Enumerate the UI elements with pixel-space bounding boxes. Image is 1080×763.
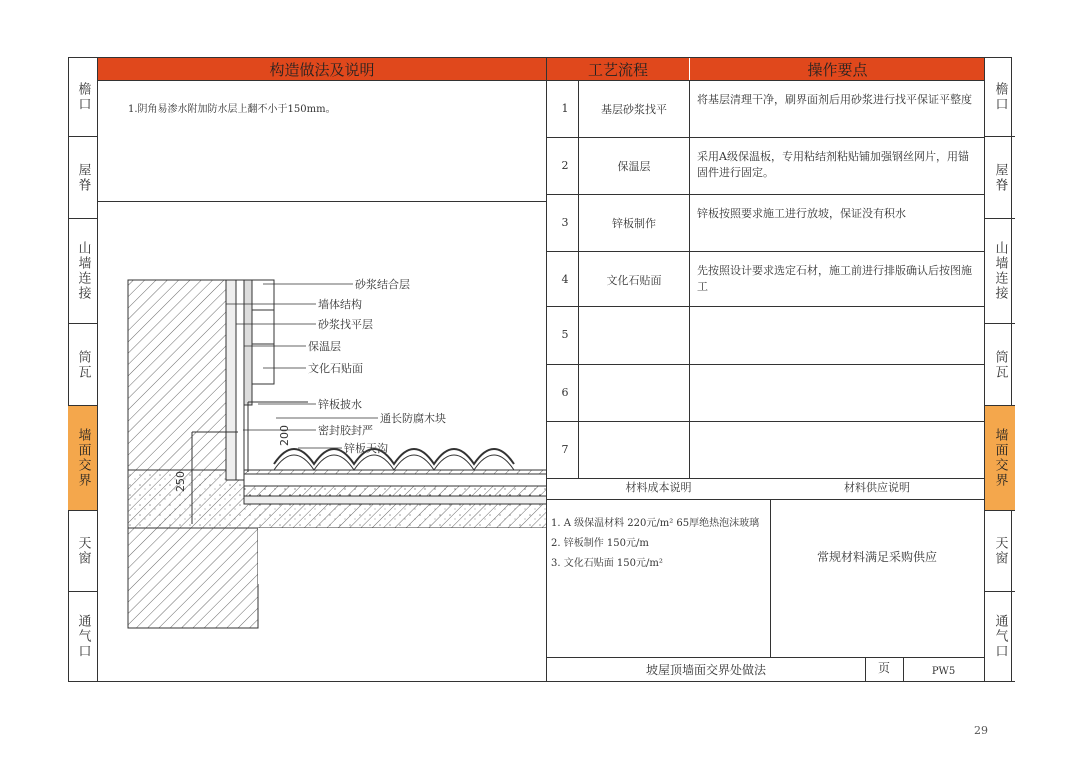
supply-text: 常规材料满足采购供应 — [816, 550, 937, 564]
sidebar-item-label: 屋脊 — [992, 162, 1008, 193]
step-point: 将基层清理干净，刷界面剂后用砂浆进行找平保证平整度 — [697, 93, 972, 106]
sidebar-left-item[interactable] — [68, 406, 98, 511]
cost-item: 2. 锌板制作 150元/m — [551, 538, 649, 549]
roof-wall-detail-drawing — [98, 202, 546, 657]
footer-page-code: PW5 — [931, 666, 956, 677]
label-mortar-bond: 砂浆结合层 — [355, 278, 410, 291]
cost-item: 3. 文化石贴面 150元/m² — [551, 558, 663, 569]
step-number: 7 — [561, 443, 569, 456]
sidebar-right-item[interactable] — [985, 511, 1015, 592]
divider — [546, 657, 985, 658]
label-wall-structure: 墙体结构 — [318, 298, 362, 311]
step-point: 采用A级保温板，专用粘结剂粘贴铺加强钢丝网片，用锚固件进行固定。 — [697, 150, 969, 179]
page-number: 29 — [974, 724, 988, 737]
sidebar-item-label: 天窗 — [992, 536, 1008, 566]
cost-title: 材料成本说明 — [625, 481, 692, 494]
construction-note: 1.阴角易渗水附加防水层上翻不小于150mm。 — [128, 104, 336, 115]
label-zinc-flashing: 锌板披水 — [318, 398, 362, 411]
divider — [546, 57, 547, 682]
sidebar-left-item[interactable] — [68, 219, 98, 324]
step-number: 1 — [561, 102, 569, 115]
sidebar-item-label: 檐口 — [992, 82, 1008, 112]
divider — [689, 80, 690, 478]
cost-item: 1. A 级保温材料 220元/m² 65厚绝热泡沫玻璃 — [551, 518, 760, 529]
dim-250: 250 — [174, 471, 187, 492]
sidebar-item-label: 通气口 — [992, 614, 1008, 659]
sidebar-item-label: 墙面交界 — [992, 428, 1008, 488]
sidebar-item-label: 山墙连接 — [75, 241, 91, 301]
sidebar-item-label: 筒瓦 — [75, 349, 91, 380]
sidebar-right-item[interactable] — [985, 58, 1015, 137]
header-construction: 构造做法及说明 — [98, 58, 546, 80]
label-insulation: 保温层 — [308, 340, 341, 353]
dim-200: 200 — [278, 425, 291, 446]
sidebar-right-item[interactable] — [985, 324, 1015, 406]
step-name: 基层砂浆找平 — [601, 103, 667, 116]
label-gutter: 锌板天沟 — [344, 442, 388, 455]
sidebar-left-item[interactable] — [68, 137, 98, 219]
sidebar-item-label: 筒瓦 — [992, 349, 1008, 380]
label-wood-block: 通长防腐木块 — [380, 412, 446, 425]
sidebar-item-label: 屋脊 — [75, 162, 91, 193]
row-divider — [546, 194, 985, 195]
step-number: 6 — [561, 386, 569, 399]
step-number: 4 — [561, 273, 569, 286]
footer-page-label: 页 — [877, 661, 890, 675]
divider — [546, 499, 985, 500]
sidebar-right-item[interactable] — [985, 406, 1015, 511]
sidebar-right-item[interactable] — [985, 137, 1015, 219]
step-name: 锌板制作 — [612, 217, 656, 230]
row-divider — [546, 421, 985, 422]
step-number: 3 — [561, 216, 569, 229]
step-number: 2 — [561, 159, 569, 172]
header-process: 工艺流程 — [547, 58, 689, 80]
label-stone-facing: 文化石贴面 — [308, 362, 363, 375]
divider — [97, 80, 985, 81]
footer-title: 坡屋顶墙面交界处做法 — [645, 663, 766, 677]
step-point: 先按照设计要求选定石材，施工前进行排版确认后按图施工 — [697, 264, 972, 293]
sidebar-right-item[interactable] — [985, 219, 1015, 324]
sidebar-left-item[interactable] — [68, 58, 98, 137]
step-point: 锌板按照要求施工进行放坡，保证没有积水 — [697, 207, 906, 220]
header-points: 操作要点 — [690, 58, 985, 80]
step-number: 5 — [561, 328, 569, 341]
sidebar-right-item[interactable] — [985, 592, 1015, 682]
cost-items — [551, 514, 759, 574]
divider — [770, 499, 771, 657]
divider — [546, 478, 985, 479]
row-divider — [546, 137, 985, 138]
row-divider — [546, 251, 985, 252]
row-divider — [546, 364, 985, 365]
step-name: 保温层 — [617, 160, 651, 173]
step-name: 文化石贴面 — [606, 274, 662, 287]
divider — [984, 57, 985, 682]
sidebar-left-item[interactable] — [68, 511, 98, 592]
sidebar-item-label: 檐口 — [75, 82, 91, 112]
sidebar-item-label: 天窗 — [75, 536, 91, 566]
label-sealant: 密封胶封严 — [318, 424, 373, 437]
supply-title: 材料供应说明 — [844, 481, 910, 494]
sidebar-left-item[interactable] — [68, 592, 98, 682]
sidebar-item-label: 山墙连接 — [992, 241, 1008, 301]
sidebar-item-label: 通气口 — [75, 614, 91, 659]
sidebar-left-item[interactable] — [68, 324, 98, 406]
sidebar-item-label: 墙面交界 — [75, 428, 91, 488]
label-leveling: 砂浆找平层 — [318, 318, 373, 331]
row-divider — [546, 306, 985, 307]
